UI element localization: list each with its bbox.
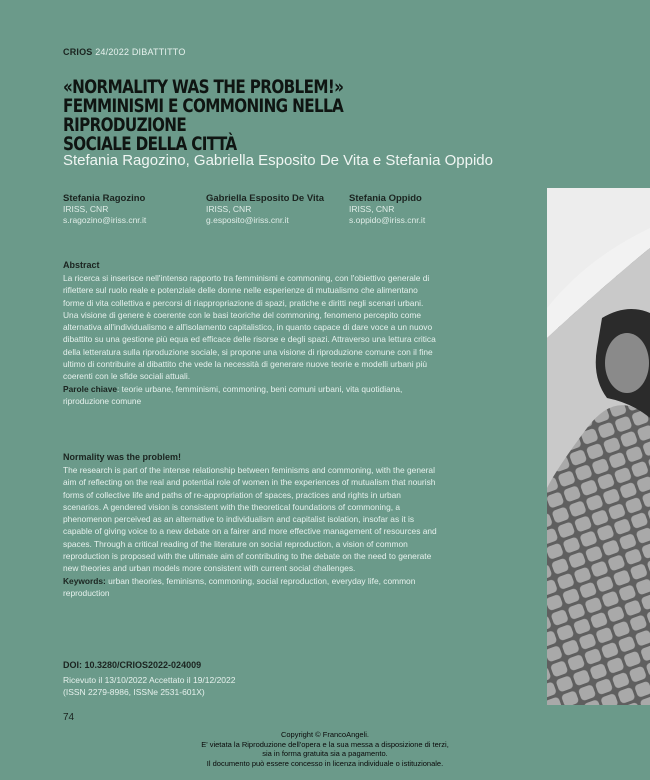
journal-header (63, 47, 186, 57)
copyright-line-2: E' vietata la Riproduzione dell'opera e la sua messa a disposizione di terzi, (201, 739, 449, 749)
author-block-3 (349, 193, 425, 226)
doi[interactable]: DOI: 10.3280/CRIOS2022-024009 (63, 660, 202, 670)
copyright-line-4: Il documento può essere concesso in licenza individuale o istituzionale. (206, 758, 444, 768)
title-line-2: FEMMINISMI E COMMONING NELLA RIPRODUZIONE (63, 95, 344, 136)
author-email[interactable]: s.ragozino@iriss.cnr.it (63, 215, 147, 225)
street-photo (547, 188, 650, 705)
issn-line: (ISSN 2279-8986, ISSNe 2531-601X) (63, 687, 205, 697)
author-name: Stefania Oppido (349, 193, 422, 204)
author-affiliation: IRISS, CNR (63, 204, 109, 214)
abstract-heading: Abstract (63, 260, 100, 270)
abstract-en-heading: Normality was the problem! (63, 452, 182, 462)
photo-illustration (547, 188, 650, 705)
keywords-it-label: Parole chiave (63, 383, 118, 394)
copyright-notice (0, 730, 650, 768)
authors-line: Stefania Ragozino, Gabriella Esposito De Vita e Stefania Oppido (63, 152, 493, 169)
title-line-1: «NORMALITY WAS THE PROBLEM!» (63, 76, 344, 98)
author-block-2 (206, 193, 324, 226)
author-affiliation: IRISS, CNR (206, 204, 252, 214)
article-title (63, 78, 439, 154)
publication-dates (63, 674, 235, 698)
author-email[interactable]: g.esposito@iriss.cnr.it (206, 215, 289, 225)
keywords-it: : teorie urbane, femminismi, commoning, beni comuni urbani, vita quotidiana, riproduzione comune (63, 383, 403, 406)
abstract-en-body: The research is part of the intense relationship between feminisms and commoning, with the general aim of reflecting on the real and potential role of women in the experiences of mutualism that nourish forms of collective life and paths of re-appropriation of spaces, practices and rights in urban scenarios. A gendered vision is consistent with the theoretical foundations of commoning, a phenomenon perceived as an alternative to individualism and capitalist isolation, insofar as it is capable of giving voice to a new debate on a fairer and more effective management of resources and spaces. Through a critical reading of the literature on social reproduction, a vision of common reproduction is proposed with the ultimate aim of contributing to the debate on the need to generate new theories and urban models more consistent with current social challenges. (63, 465, 437, 574)
journal-issue: 24/2022 (95, 47, 130, 57)
journal-section: DIBATTITTO (131, 47, 186, 57)
page-number: 74 (63, 712, 75, 723)
author-block-1 (63, 193, 146, 226)
abstract-en-text (63, 464, 439, 599)
copyright-line-1: Copyright © FrancoAngeli. (280, 730, 370, 739)
abstract-it-body: La ricerca si inserisce nell'intenso rapporto tra femminismi e commoning, con l'obiettivo generale di riflettere sul ruolo reale e potenziale delle donne nelle esperienze di mutualismo che alimentano forme di vita collettiva e percorsi di riappropriazione di spazi, pratiche e diritti negli scenari urbani. Una visione di genere è coerente con le basi teoriche del commoning, fenomeno percepito come alternativa all'individualismo e all'isolamento capitalistico, in quanto capace di dare voce a un nuovo dibattito su una gestione più equa ed efficace delle risorse e degli spazi. Attraverso una lettura critica della letteratura sulla riproduzione sociale, si propone una visione di riproduzione comune con il fine ultimo di contribuire al dibattito che vede la necessità di generare nuove teorie e modelli urbani più coerenti con le sfide sociali attuali. (63, 273, 436, 382)
author-name: Gabriella Esposito De Vita (206, 193, 325, 204)
copyright-line-3: sia in forma gratuita sia a pagamento. (262, 749, 388, 758)
keywords-en: urban theories, feminisms, commoning, social reproduction, everyday life, common reproduction (63, 575, 416, 598)
abstract-it-text (63, 272, 439, 407)
title-line-3: SOCIALE DELLA CITTÀ (63, 133, 237, 155)
author-name: Stefania Ragozino (63, 193, 146, 204)
keywords-en-label: Keywords: (63, 575, 106, 586)
dates-received-accepted: Ricevuto il 13/10/2022 Accettato il 19/12/2022 (63, 675, 236, 685)
author-affiliation: IRISS, CNR (349, 204, 395, 214)
author-email[interactable]: s.oppido@iriss.cnr.it (349, 215, 426, 225)
journal-name: CRIOS (63, 47, 93, 57)
